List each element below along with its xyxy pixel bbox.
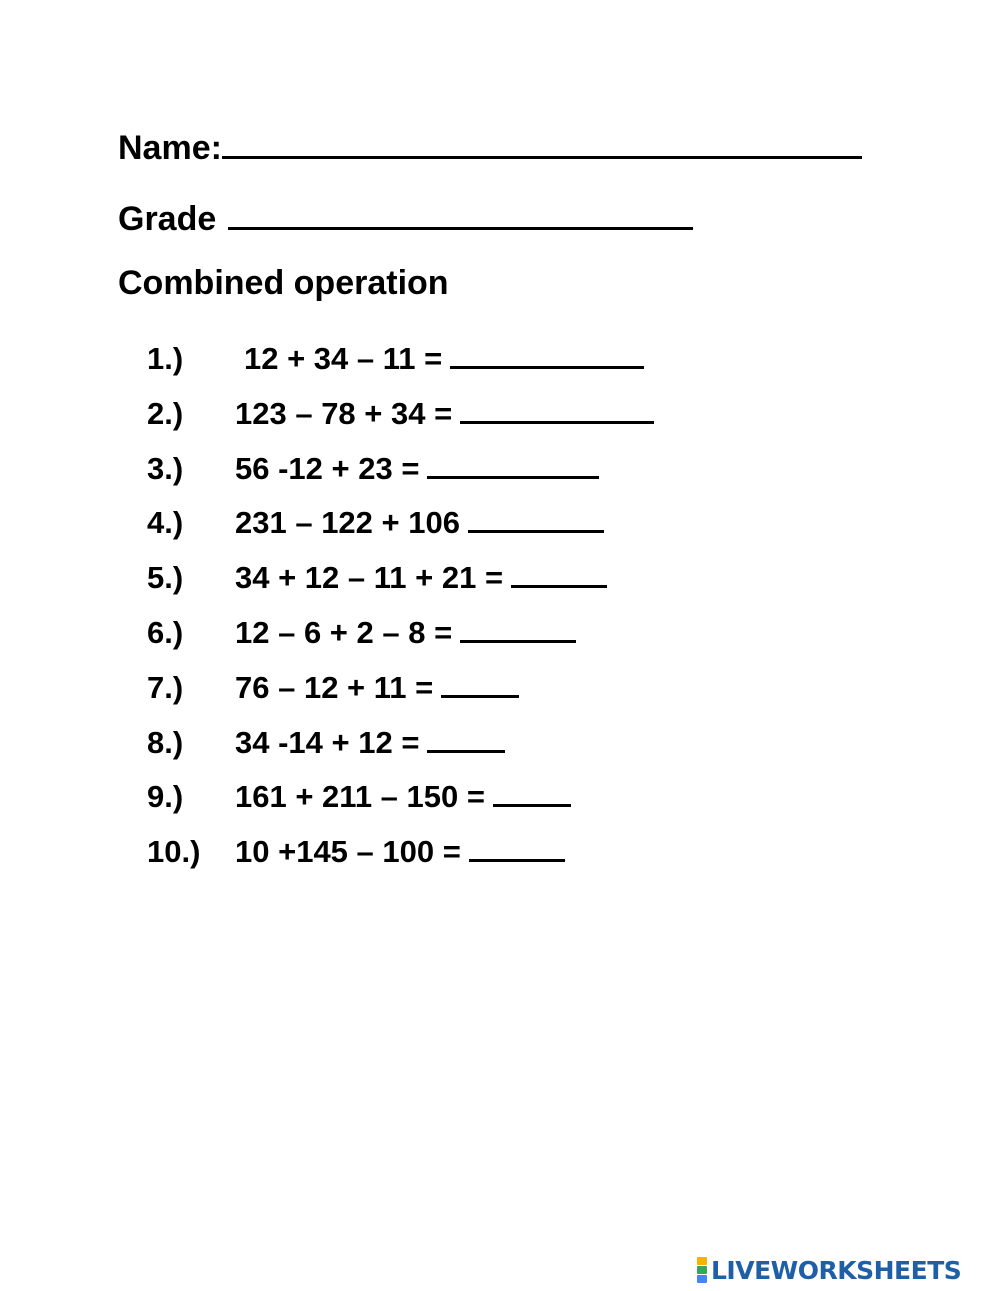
answer-blank[interactable] [427,720,505,753]
name-field [118,122,862,168]
problem-4 [147,500,654,555]
problem-expression: 12 – 6 + 2 – 8 = [235,614,453,650]
logo-block-blue [697,1275,707,1283]
problem-expression: 123 – 78 + 34 = [235,395,453,431]
name-input-line[interactable] [222,122,862,159]
grade-field [118,193,693,239]
problem-number: 4.) [147,505,184,541]
logo-block-green [697,1266,707,1274]
problem-expression: 34 + 12 – 11 + 21 = [235,560,504,596]
problem-7 [147,665,654,720]
problem-10 [147,829,654,884]
problem-number: 9.) [147,779,184,815]
problem-number: 8.) [147,724,184,760]
answer-blank[interactable] [450,336,644,369]
answer-blank[interactable] [511,555,607,588]
problem-8 [147,720,654,775]
problem-number: 1.) [147,341,184,376]
problem-2 [147,391,654,446]
problem-3 [147,446,654,501]
section-title: Combined operation [118,264,449,302]
answer-blank[interactable] [468,500,604,533]
problem-expression: 56 -12 + 23 = [235,450,420,486]
problem-expression: 231 – 122 + 106 [235,505,460,541]
problem-number: 7.) [147,669,184,705]
answer-blank[interactable] [460,610,576,643]
problem-number: 5.) [147,560,184,596]
name-label: Name: [118,129,222,167]
logo-block-yellow [697,1257,707,1265]
answer-blank[interactable] [460,391,654,424]
problem-number: 6.) [147,614,184,650]
liveworksheets-blocks-icon [697,1257,707,1283]
grade-input-line[interactable] [228,193,693,230]
problem-5 [147,555,654,610]
liveworksheets-logo [697,1256,961,1284]
problem-number: 10.) [147,834,201,870]
answer-blank[interactable] [493,774,571,807]
problem-1 [147,336,654,391]
answer-blank[interactable] [469,829,565,862]
answer-blank[interactable] [441,665,519,698]
answer-blank[interactable] [427,446,599,479]
problem-number: 2.) [147,395,184,431]
problem-expression: 34 -14 + 12 = [235,724,420,760]
problem-number: 3.) [147,450,184,486]
problem-expression: 12 + 34 – 11 = [244,341,443,376]
liveworksheets-wordmark: LIVEWORKSHEETS [711,1255,962,1285]
problem-expression: 76 – 12 + 11 = [235,669,434,705]
problem-9 [147,774,654,829]
grade-label: Grade [118,200,217,238]
problem-6 [147,610,654,665]
problem-list [147,336,654,884]
problem-expression: 10 +145 – 100 = [235,834,461,870]
problem-expression: 161 + 211 – 150 = [235,779,485,815]
